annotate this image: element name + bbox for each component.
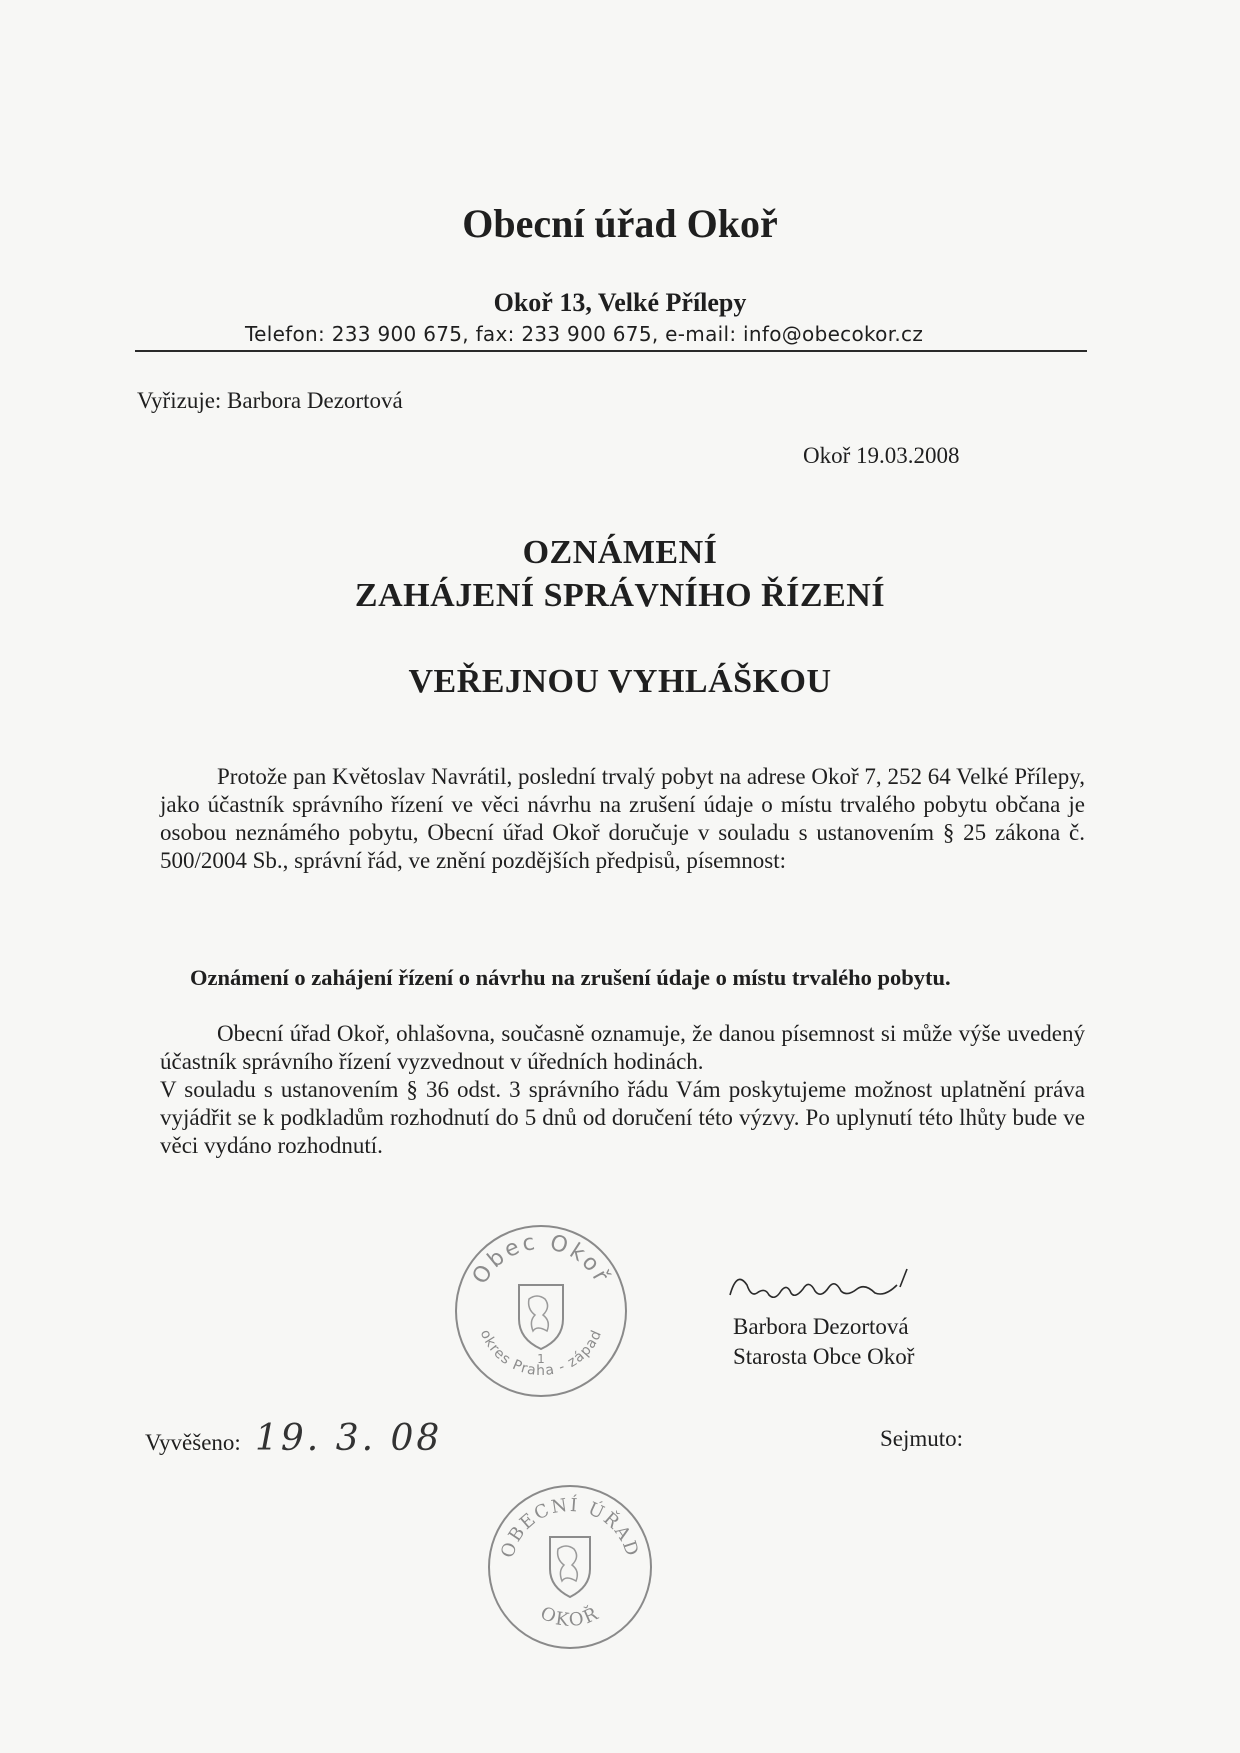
- signatory-name: Barbora Dezortová: [733, 1314, 909, 1339]
- shield-icon: [519, 1285, 563, 1349]
- body-paragraph-2: [160, 1020, 1085, 1160]
- contact-line: Telefon: 233 900 675, fax: 233 900 675, e-mail: info@obecokor.cz: [245, 322, 924, 346]
- posted-label: Vyvěšeno:: [145, 1430, 241, 1455]
- signatory-block: [733, 1312, 914, 1372]
- svg-text:OKOŘ: [537, 1601, 603, 1631]
- handwritten-signature: [725, 1265, 925, 1310]
- paragraph-1-text: Protože pan Květoslav Navrátil, poslední trvalý pobyt na adrese Okoř 7, 252 64 Velké Přílepy, jako účastník správního řízení ve věci návrhu na zrušení údaje o místu trvalého pobytu občana je osobou neznámého pobytu, Obecní úřad Okoř doručuje v souladu s ustanovením § 25 zákona č. 500/2004 Sb., správní řád, ve znění pozdějších předpisů, písemnost:: [160, 764, 1085, 873]
- signatory-role: Starosta Obce Okoř: [733, 1344, 915, 1369]
- svg-text:OBECNÍ ÚŘAD: [497, 1493, 643, 1561]
- removed-label: Sejmuto:: [880, 1426, 964, 1451]
- lion-icon: [529, 1296, 549, 1331]
- office-seal-stamp: [488, 1485, 652, 1649]
- stamp2-bottom-text: OKOŘ: [537, 1602, 603, 1632]
- office-title: Obecní úřad Okoř: [462, 201, 778, 246]
- stamp1-top-text: Obec Okoř: [467, 1229, 615, 1289]
- heading-public-notice: VEŘEJNOU VYHLÁŠKOU: [408, 663, 832, 700]
- paragraph-2-sentence-1: Obecní úřad Okoř, ohlašovna, současně oznamuje, že danou písemnost si může výše uvedený účastník správního řízení vyzvednout v úředních hodinách.: [160, 1021, 1085, 1074]
- heading-announcement: OZNÁMENÍ: [522, 534, 718, 571]
- heading-proceedings: ZAHÁJENÍ SPRÁVNÍHO ŘÍZENÍ: [354, 577, 886, 614]
- date-line: Okoř 19.03.2008: [803, 443, 960, 468]
- body-paragraph-1: [160, 763, 1085, 875]
- office-address: Okoř 13, Velké Přílepy: [493, 288, 747, 317]
- office-seal-graphic: [490, 1487, 650, 1647]
- seal-graphic: [457, 1227, 625, 1395]
- handler-line: Vyřizuje: Barbora Dezortová: [137, 388, 403, 413]
- municipal-seal-stamp: [455, 1225, 627, 1397]
- header-divider: [135, 350, 1087, 352]
- document-name: Oznámení o zahájení řízení o návrhu na zrušení údaje o místu trvalého pobytu.: [190, 965, 951, 990]
- svg-text:Obec Okoř: [468, 1230, 615, 1289]
- paragraph-2-sentence-2: V souladu s ustanovením § 36 odst. 3 správního řádu Vám poskytujeme možnost uplatnění práva vyjádřit se k podkladům rozhodnutí do 5 dnů od doručení této výzvy. Po uplynutí této lhůty bude ve věci vydáno rozhodnutí.: [160, 1077, 1085, 1158]
- posted-date-handwritten: 19. 3. 08: [255, 1418, 443, 1459]
- lion-icon: [558, 1546, 578, 1581]
- stamp1-bottom-text: okres Praha - západ: [476, 1327, 606, 1380]
- stamp2-top-text: OBECNÍ ÚŘAD: [497, 1494, 643, 1561]
- stamp1-number: 1: [537, 1352, 545, 1366]
